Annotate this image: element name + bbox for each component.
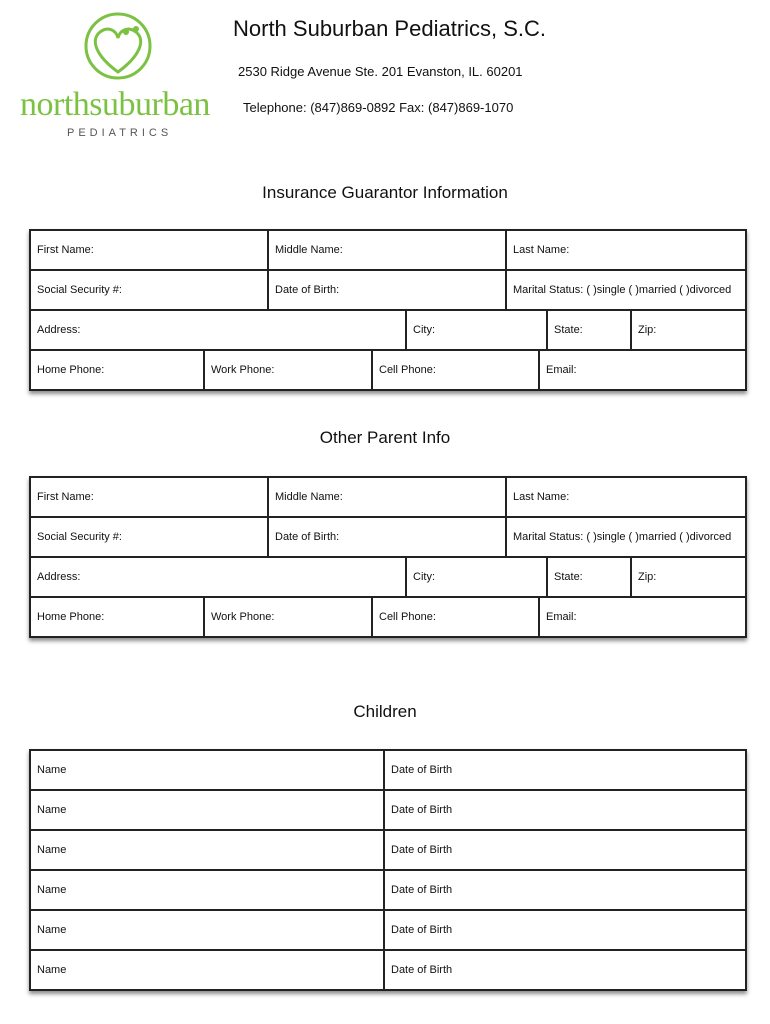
cell-phone-field[interactable]: Cell Phone: — [373, 598, 540, 636]
practice-name: North Suburban Pediatrics, S.C. — [233, 16, 547, 41]
child-row — [31, 791, 745, 831]
other-parent-heading: Other Parent Info — [319, 428, 451, 447]
last-name-field[interactable]: Last Name: — [513, 244, 570, 256]
logo-subtitle: PEDIATRICS — [67, 127, 173, 139]
guarantor-heading: Insurance Guarantor Information — [262, 183, 508, 202]
child-row — [31, 751, 745, 791]
email-field[interactable]: Email: — [546, 364, 577, 376]
work-phone-field[interactable]: Work Phone: — [205, 598, 373, 636]
first-name-field[interactable]: First Name: — [31, 478, 269, 516]
city-field[interactable]: City: — [407, 311, 548, 349]
state-field[interactable]: State: — [548, 558, 632, 596]
form-row — [31, 558, 745, 598]
children-heading: Children — [353, 702, 417, 721]
middle-name-field[interactable]: Middle Name: — [269, 478, 507, 516]
form-row — [31, 231, 745, 271]
practice-phone: Telephone: (847)869-0892 Fax: (847)869-1070 — [243, 100, 514, 115]
form-row — [31, 478, 745, 518]
logo — [18, 10, 218, 145]
first-name-field[interactable]: First Name: — [31, 231, 269, 269]
zip-field[interactable]: Zip: — [638, 571, 657, 583]
child-row — [31, 871, 745, 911]
dob-field[interactable]: Date of Birth: — [269, 518, 507, 556]
ssn-field[interactable]: Social Security #: — [31, 518, 269, 556]
other-parent-form — [29, 476, 747, 638]
city-field[interactable]: City: — [407, 558, 548, 596]
home-phone-field[interactable]: Home Phone: — [31, 351, 205, 389]
child-dob-field[interactable]: Date of Birth — [391, 964, 453, 976]
practice-address: 2530 Ridge Avenue Ste. 201 Evanston, IL. 60201 — [238, 64, 523, 79]
form-row — [31, 311, 745, 351]
dob-field[interactable]: Date of Birth: — [269, 271, 507, 309]
child-dob-field[interactable]: Date of Birth — [391, 884, 453, 896]
child-name-field[interactable]: Name — [31, 751, 385, 789]
work-phone-field[interactable]: Work Phone: — [205, 351, 373, 389]
child-name-field[interactable]: Name — [31, 911, 385, 949]
email-field[interactable]: Email: — [546, 611, 577, 623]
marital-status-field[interactable]: Marital Status: ( )single ( )married ( )divorced — [513, 531, 732, 543]
child-name-field[interactable]: Name — [31, 831, 385, 869]
home-phone-field[interactable]: Home Phone: — [31, 598, 205, 636]
logo-word-suburban: suburban — [89, 86, 210, 123]
ssn-field[interactable]: Social Security #: — [31, 271, 269, 309]
last-name-field[interactable]: Last Name: — [513, 491, 570, 503]
child-name-field[interactable]: Name — [31, 791, 385, 829]
child-dob-field[interactable]: Date of Birth — [391, 764, 453, 776]
address-field[interactable]: Address: — [31, 558, 407, 596]
form-row — [31, 271, 745, 311]
stethoscope-heart-icon — [78, 10, 158, 92]
form-row — [31, 598, 745, 636]
form-row — [31, 351, 745, 389]
child-dob-field[interactable]: Date of Birth — [391, 844, 453, 856]
child-row — [31, 951, 745, 989]
child-row — [31, 911, 745, 951]
cell-phone-field[interactable]: Cell Phone: — [373, 351, 540, 389]
form-row — [31, 518, 745, 558]
state-field[interactable]: State: — [548, 311, 632, 349]
child-name-field[interactable]: Name — [31, 871, 385, 909]
child-name-field[interactable]: Name — [31, 951, 385, 989]
child-dob-field[interactable]: Date of Birth — [391, 924, 453, 936]
guarantor-form — [29, 229, 747, 391]
zip-field[interactable]: Zip: — [638, 324, 657, 336]
children-form — [29, 749, 747, 991]
logo-word-north: north — [20, 86, 90, 123]
marital-status-field[interactable]: Marital Status: ( )single ( )married ( )divorced — [513, 284, 732, 296]
middle-name-field[interactable]: Middle Name: — [269, 231, 507, 269]
child-row — [31, 831, 745, 871]
address-field[interactable]: Address: — [31, 311, 407, 349]
child-dob-field[interactable]: Date of Birth — [391, 804, 453, 816]
